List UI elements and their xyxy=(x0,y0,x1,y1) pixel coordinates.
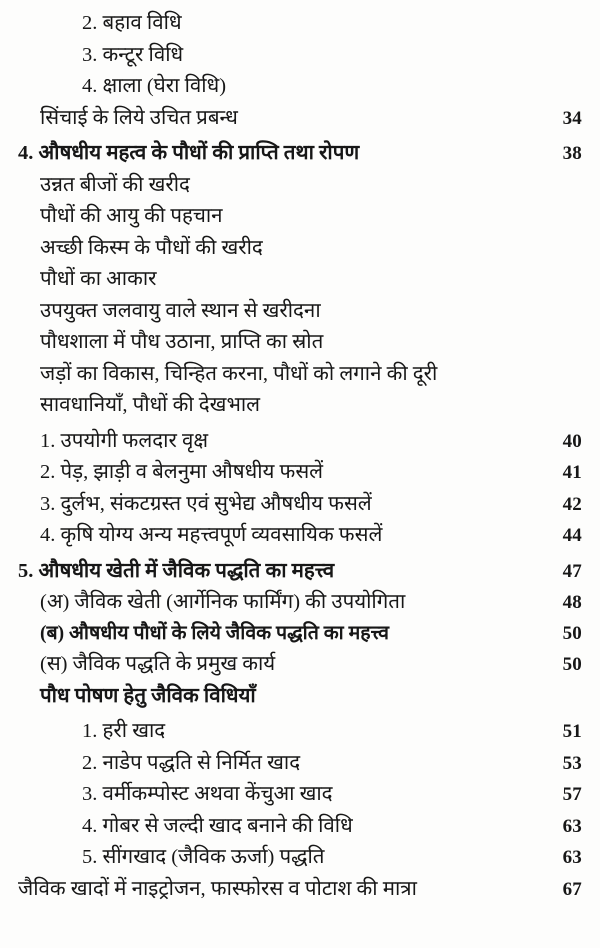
toc-entry[interactable] xyxy=(18,592,582,613)
toc-entry[interactable] xyxy=(18,525,582,546)
toc-entry-page-number: 34 xyxy=(562,107,582,129)
toc-entry[interactable] xyxy=(18,494,582,515)
toc-entry[interactable] xyxy=(18,816,582,837)
toc-entry-label: पौध पोषण हेतु जैविक विधियाँ xyxy=(40,684,256,707)
toc-entry-label: पौधों की आयु की पहचान xyxy=(40,205,223,227)
toc-entry-page-number: 40 xyxy=(562,430,582,452)
toc-entry-page-number: 50 xyxy=(562,622,582,644)
toc-entry-label: 5. सींगखाद (जैविक ऊर्जा) पद्धति xyxy=(82,846,325,868)
toc-entry[interactable] xyxy=(18,13,582,34)
toc-entry[interactable] xyxy=(18,364,582,385)
toc-entry-label: (स) जैविक पद्धति के प्रमुख कार्य xyxy=(40,653,276,675)
toc-entry-page-number: 47 xyxy=(562,560,582,582)
toc-entry-label: (ब) औषधीय पौधों के लिये जैविक पद्धति का महत्त्व xyxy=(40,622,389,644)
toc-entry-page-number: 53 xyxy=(562,752,582,774)
toc-entry-label: 3. कन्टूर विधि xyxy=(82,43,184,66)
toc-entry[interactable] xyxy=(18,624,582,644)
toc-entry-label: 4. कृषि योग्य अन्य महत्त्वपूर्ण व्यवसायिक फसलें xyxy=(40,524,383,546)
toc-entry-page-number: 51 xyxy=(562,721,582,742)
toc-entry-label: 1. उपयोगी फलदार वृक्ष xyxy=(40,429,209,452)
toc-entry-label: (अ) जैविक खेती (आर्गेनिक फार्मिंग) की उपयोगिता xyxy=(40,591,406,613)
toc-entry-page-number: 48 xyxy=(562,592,582,613)
toc-entry-label: पौधशाला में पौध उठाना, प्राप्ति का स्रोत xyxy=(40,331,324,353)
toc-entry[interactable] xyxy=(18,206,582,227)
toc-entry-label: 5. औषधीय खेती में जैविक पद्धति का महत्त्व xyxy=(18,559,335,582)
toc-entry-label: उन्नत बीजों की खरीद xyxy=(40,173,190,196)
toc-entry-label: 3. दुर्लभ, संकटग्रस्त एवं सुभेद्य औषधीय फसलें xyxy=(40,492,372,515)
toc-entry-label: 4. औषधीय महत्व के पौधों की प्राप्ति तथा रोपण xyxy=(18,142,360,164)
toc-entry-label: 2. नाडेप पद्धति से निर्मित खाद xyxy=(82,751,301,774)
toc-entry-label: उपयुक्त जलवायु वाले स्थान से खरीदना xyxy=(40,299,321,322)
toc-entry-page-number: 67 xyxy=(562,878,582,900)
toc-entry-page-number: 57 xyxy=(562,784,582,805)
toc-entry[interactable] xyxy=(18,847,582,868)
toc-entry[interactable] xyxy=(18,175,582,196)
toc-entry-label: 4. क्षाला (घेरा विधि) xyxy=(82,75,227,97)
toc-entry-page-number: 63 xyxy=(562,847,582,868)
toc-entry[interactable] xyxy=(18,76,582,97)
toc-entry[interactable] xyxy=(18,561,582,582)
toc-entry[interactable] xyxy=(18,654,582,675)
toc-entry-label: 2. पेड़, झाड़ी व बेलनुमा औषधीय फसलें xyxy=(40,461,324,483)
toc-entry-page-number: 50 xyxy=(562,654,582,675)
toc-entry[interactable] xyxy=(18,879,582,900)
toc-entry[interactable] xyxy=(18,721,582,742)
toc-entry[interactable] xyxy=(18,395,582,416)
toc-entry-page-number: 44 xyxy=(562,525,582,546)
toc-entry-label: जड़ों का विकास, चिन्हित करना, पौधों को लगाने की दूरी xyxy=(40,362,438,385)
toc-entry-label: जैविक खादों में नाइट्रोजन, फास्फोरस व पोटाश की मात्रा xyxy=(18,877,417,900)
toc-entry-page-number: 41 xyxy=(562,462,582,483)
toc-entry-page-number: 42 xyxy=(562,493,582,515)
toc-entry-label: पौधों का आकार xyxy=(40,268,157,290)
toc-entry[interactable] xyxy=(18,301,582,322)
toc-entry-page-number: 63 xyxy=(562,815,582,837)
toc-entry[interactable] xyxy=(18,45,582,66)
toc-entry[interactable] xyxy=(18,462,582,483)
toc-entry[interactable] xyxy=(18,269,582,290)
toc-entry-label: 2. बहाव विधि xyxy=(82,12,182,34)
toc-entry[interactable] xyxy=(18,686,582,707)
toc-entry-label: सिंचाई के लिये उचित प्रबन्ध xyxy=(40,106,238,129)
toc-entry-label: 3. वर्मीकम्पोस्ट अथवा केंचुआ खाद xyxy=(82,783,333,805)
toc-entry-label: 4. गोबर से जल्दी खाद बनाने की विधि xyxy=(82,814,353,837)
toc-entry[interactable] xyxy=(18,238,582,259)
toc-entry[interactable] xyxy=(18,332,582,353)
toc-entry-page-number: 38 xyxy=(562,143,582,164)
toc-entry[interactable] xyxy=(18,784,582,805)
toc-entry[interactable] xyxy=(18,431,582,452)
toc-entry[interactable] xyxy=(18,143,582,164)
toc-entry[interactable] xyxy=(18,753,582,774)
toc-entry-label: अच्छी किस्म के पौधों की खरीद xyxy=(40,236,263,259)
toc-entry-label: 1. हरी खाद xyxy=(82,720,166,742)
toc-entry[interactable] xyxy=(18,108,582,129)
toc-entry-label: सावधानियाँ, पौधों की देखभाल xyxy=(40,394,261,416)
